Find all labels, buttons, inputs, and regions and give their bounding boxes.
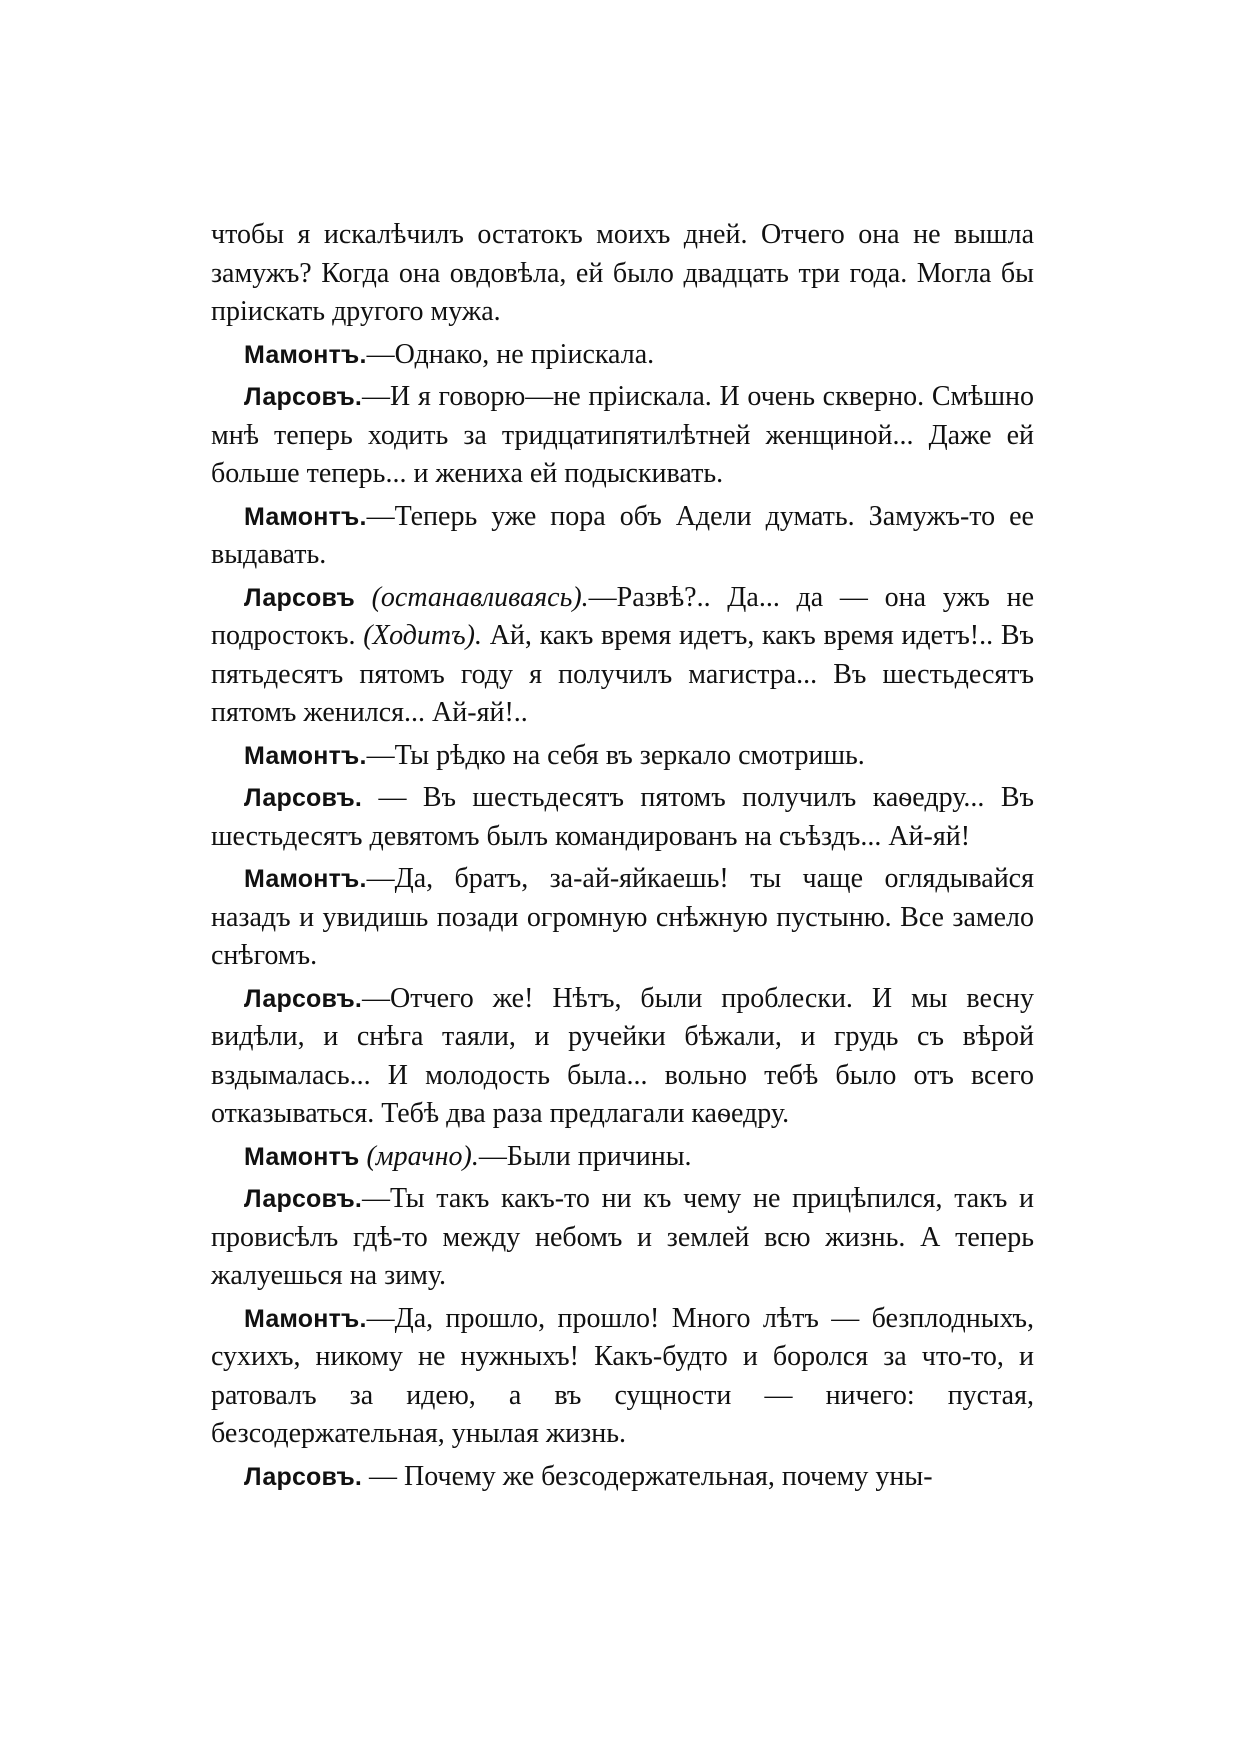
dialogue-line: [211, 336, 1034, 375]
dialogue-line: [211, 737, 1034, 776]
speaker-name: Ларсовъ.: [244, 1185, 363, 1213]
dialogue-text: — Почему же безсодержательная, почему уны-: [362, 1460, 933, 1492]
speaker-name: Ларсовъ.: [244, 984, 363, 1013]
dialogue-line: [211, 1458, 1034, 1497]
dialogue-text: —Однако, не пріискала.: [366, 338, 655, 370]
dialogue-line: [211, 1300, 1034, 1454]
paragraph-continuation: [211, 216, 1034, 332]
speaker-name: Ларсовъ.: [244, 784, 363, 812]
speaker-name: Мамонтъ.: [244, 1304, 367, 1333]
speaker-name: Мамонтъ.: [244, 340, 367, 369]
dialogue-text: —Да, прошло, прошло! Много лѣтъ — безплодныхъ, сухихъ, никому не нужныхъ! Какъ-будто и боролся за что-то, и ратовалъ за идею, а въ сущности — ничего: пустая, безсодержательная, унылая жизнь.: [211, 1302, 1034, 1449]
dialogue-text: —Отчего же! Нѣтъ, были проблески. И мы весну видѣли, и снѣга таяли, и ручейки бѣжали, и грудь съ вѣрой вздымалась... И молодость была... вольно тебѣ было отъ всего отказываться. Тебѣ два раза предлагали каѳедру.: [211, 982, 1034, 1129]
dialogue-text: —Развѣ?.. Да... да — она ужъ не подростокъ.: [211, 581, 1034, 651]
paragraph-text: чтобы я искалѣчилъ остатокъ моихъ дней. Отчего она не вышла замужъ? Когда она овдовѣла, ей было двадцать три года. Могла бы пріискать другого мужа.: [211, 219, 1034, 327]
dialogue-text: —Ты рѣдко на себя въ зеркало смотришь.: [366, 739, 865, 771]
speaker-name: Ларсовъ.: [244, 1462, 363, 1491]
stage-direction: (останавливаясь).: [371, 581, 589, 613]
dialogue-line: [211, 980, 1034, 1134]
dialogue-line: [211, 579, 1034, 733]
speaker-name: Ларсовъ: [244, 583, 355, 612]
dialogue-line: [211, 1180, 1034, 1296]
dialogue-text: —Теперь уже пора объ Адели думать. Замужъ-то ее выдавать.: [211, 500, 1034, 570]
dialogue-line: [211, 1138, 1034, 1177]
dialogue-text: Ай, какъ время идетъ, какъ время идетъ!.. Въ пятьдесятъ пятомъ году я получилъ магистра... Въ шестьдесятъ пятомъ женился... Ай-яй!..: [211, 620, 1034, 728]
speaker-name: Мамонтъ.: [244, 502, 367, 531]
dialogue-text: — Въ шестьдесятъ пятомъ получилъ каѳедру... Въ шестьдесятъ девятомъ былъ командированъ на съѣздъ... Ай-яй!: [211, 782, 1034, 852]
dialogue-line: [211, 378, 1034, 494]
dialogue-line: [211, 860, 1034, 976]
speaker-name: Ларсовъ.: [244, 383, 363, 411]
dialogue-text: —Ты такъ какъ-то ни къ чему не прицѣпился, такъ и провисѣлъ гдѣ-то между небомъ и землей всю жизнь. А теперь жалуешься на зиму.: [211, 1183, 1034, 1291]
dialogue-text: —И я говорю—не пріискала. И очень скверно. Смѣшно мнѣ теперь ходить за тридцатипятилѣтней женщиной... Даже ей больше теперь... и жениха ей подыскивать.: [211, 381, 1034, 489]
speaker-name: Мамонтъ.: [244, 741, 367, 770]
stage-direction: (мрачно).: [366, 1140, 479, 1172]
dialogue-text: —Были причины.: [478, 1140, 692, 1172]
dialogue-line: [211, 779, 1034, 856]
speaker-name: Мамонтъ: [244, 1142, 360, 1171]
page-text: [211, 216, 1034, 1496]
stage-direction: (Ходитъ).: [363, 620, 482, 651]
dialogue-text: —Да, братъ, за-ай-яйкаешь! ты чаще оглядывайся назадъ и увидишь позади огромную снѣжную пустыню. Все замело снѣгомъ.: [211, 863, 1034, 971]
dialogue-line: [211, 498, 1034, 575]
speaker-name: Мамонтъ.: [244, 865, 367, 893]
